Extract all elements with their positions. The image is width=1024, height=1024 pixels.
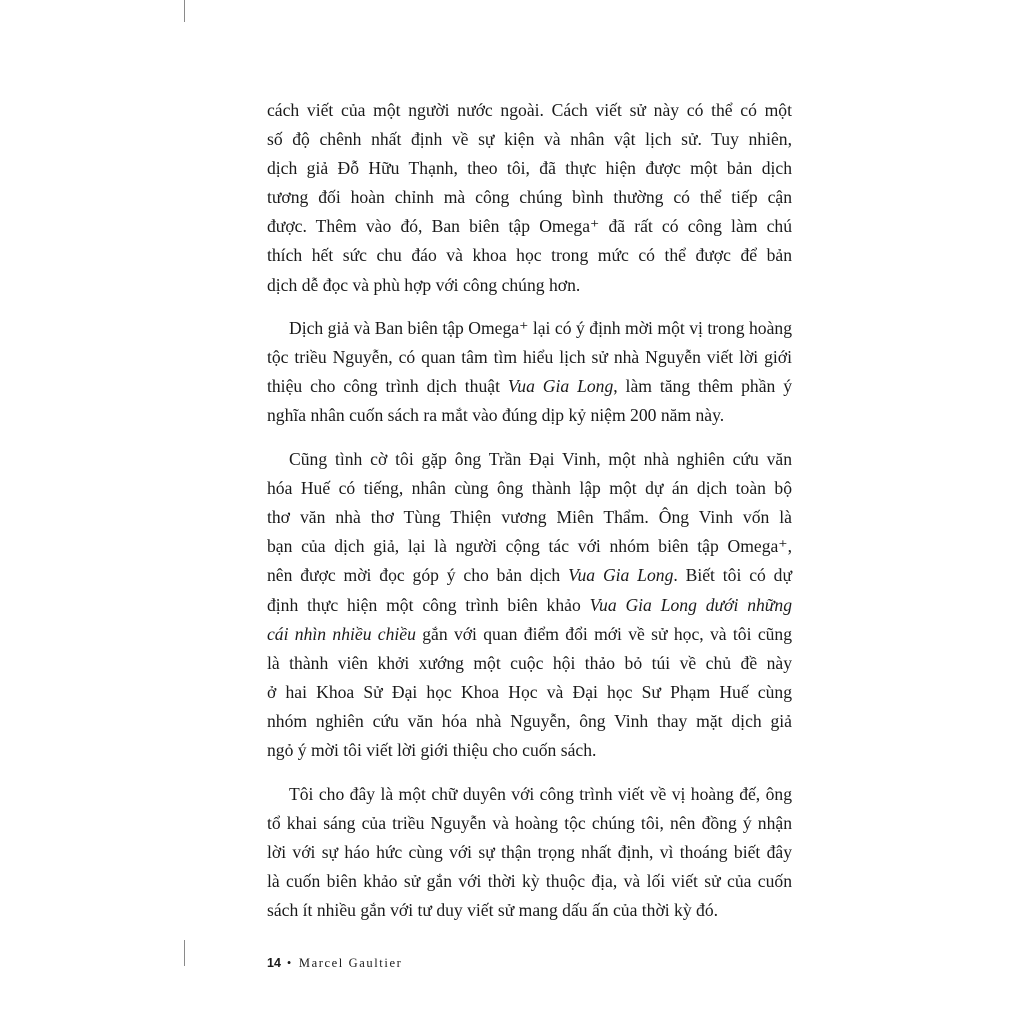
text-line: thơ văn nhà thơ Tùng Thiện vương Miên Thẩm. Ông Vinh vốn là <box>267 507 792 528</box>
text-line: bạn của dịch giả, lại là người cộng tác với nhóm biên tập Omega⁺, <box>267 536 792 557</box>
running-author: Marcel Gaultier <box>298 956 403 970</box>
body-text <box>267 96 792 925</box>
text-line: dịch dễ đọc và phù hợp với công chúng hơn. <box>267 274 581 295</box>
footer-separator: • <box>286 956 293 970</box>
text-line <box>267 561 792 590</box>
italic-title: Vua Gia Long <box>568 565 674 586</box>
text-line: tổ khai sáng của triều Nguyễn và hoàng tộc chúng tôi, nên đồng ý nhận <box>267 812 792 833</box>
text-line: Cũng tình cờ tôi gặp ông Trần Đại Vinh, một nhà nghiên cứu văn <box>289 449 792 470</box>
italic-title: cái nhìn nhiều chiều <box>267 623 416 644</box>
text-segment: thiệu cho công trình dịch thuật <box>267 376 508 397</box>
page-footer <box>267 956 402 971</box>
text-line: nhóm nghiên cứu văn hóa nhà Nguyễn, ông Vinh thay mặt dịch giả <box>267 710 792 731</box>
text-line: lời với sự háo hức cùng với sự thận trọng nhất định, vì thoáng biết đây <box>267 841 792 862</box>
text-line: Tôi cho đây là một chữ duyên với công trình viết về vị hoàng đế, ông <box>289 783 792 804</box>
text-segment: , làm tăng thêm phần ý <box>613 376 792 397</box>
paragraph <box>267 314 792 430</box>
text-segment: định thực hiện một công trình biên khảo <box>267 594 590 615</box>
text-line: là thành viên khởi xướng một cuộc hội thảo bỏ túi về chủ đề này <box>267 652 792 673</box>
text-segment: nên được mời đọc góp ý cho bản dịch <box>267 565 569 586</box>
text-line: Dịch giả và Ban biên tập Omega⁺ lại có ý định mời một vị trong hoàng <box>289 318 792 339</box>
paragraph <box>267 96 792 300</box>
text-line: dịch giả Đỗ Hữu Thạnh, theo tôi, đã thực hiện được một bản dịch <box>267 158 792 179</box>
text-line: hóa Huế có tiếng, nhân cùng ông thành lập một dự án dịch toàn bộ <box>267 478 792 499</box>
paragraph <box>267 445 792 765</box>
text-line: thích hết sức chu đáo và khoa học trong mức có thể được để bản <box>267 245 792 266</box>
text-segment: . Biết tôi có dự <box>673 565 793 586</box>
text-line: tương đối hoàn chỉnh mà công chúng bình thường có thể tiếp cận <box>267 187 792 208</box>
text-line: sách ít nhiều gắn với tư duy viết sử mang dấu ấn của thời kỳ đó. <box>267 899 719 920</box>
text-line: số độ chênh nhất định về sự kiện và nhân vật lịch sử. Tuy nhiên, <box>267 129 792 150</box>
italic-title: Vua Gia Long <box>507 376 614 397</box>
crop-mark-top <box>184 0 185 22</box>
page-number: 14 <box>267 956 281 970</box>
text-line <box>267 591 792 620</box>
text-line: cách viết của một người nước ngoài. Cách viết sử này có thể có một <box>267 100 792 120</box>
text-line: được. Thêm vào đó, Ban biên tập Omega⁺ đã rất có công làm chú <box>267 216 792 237</box>
italic-title: Vua Gia Long dưới những <box>589 594 792 615</box>
text-line <box>267 620 792 649</box>
text-line <box>267 372 792 401</box>
text-segment: gắn với quan điểm đổi mới về sử học, và tôi cũng <box>415 623 793 644</box>
text-line: ở hai Khoa Sử Đại học Khoa Học và Đại học Sư Phạm Huế cùng <box>267 681 792 702</box>
text-line: là cuốn biên khảo sử gắn với thời kỳ thuộc địa, và lối viết sử của cuốn <box>267 870 792 891</box>
paragraph <box>267 780 792 925</box>
text-line: ngỏ ý mời tôi viết lời giới thiệu cho cuốn sách. <box>267 739 597 760</box>
text-line: tộc triều Nguyễn, có quan tâm tìm hiểu lịch sử nhà Nguyễn viết lời giới <box>267 347 792 368</box>
text-line: nghĩa nhân cuốn sách ra mắt vào đúng dịp kỷ niệm 200 năm này. <box>267 405 725 426</box>
crop-mark-bottom <box>184 940 185 966</box>
